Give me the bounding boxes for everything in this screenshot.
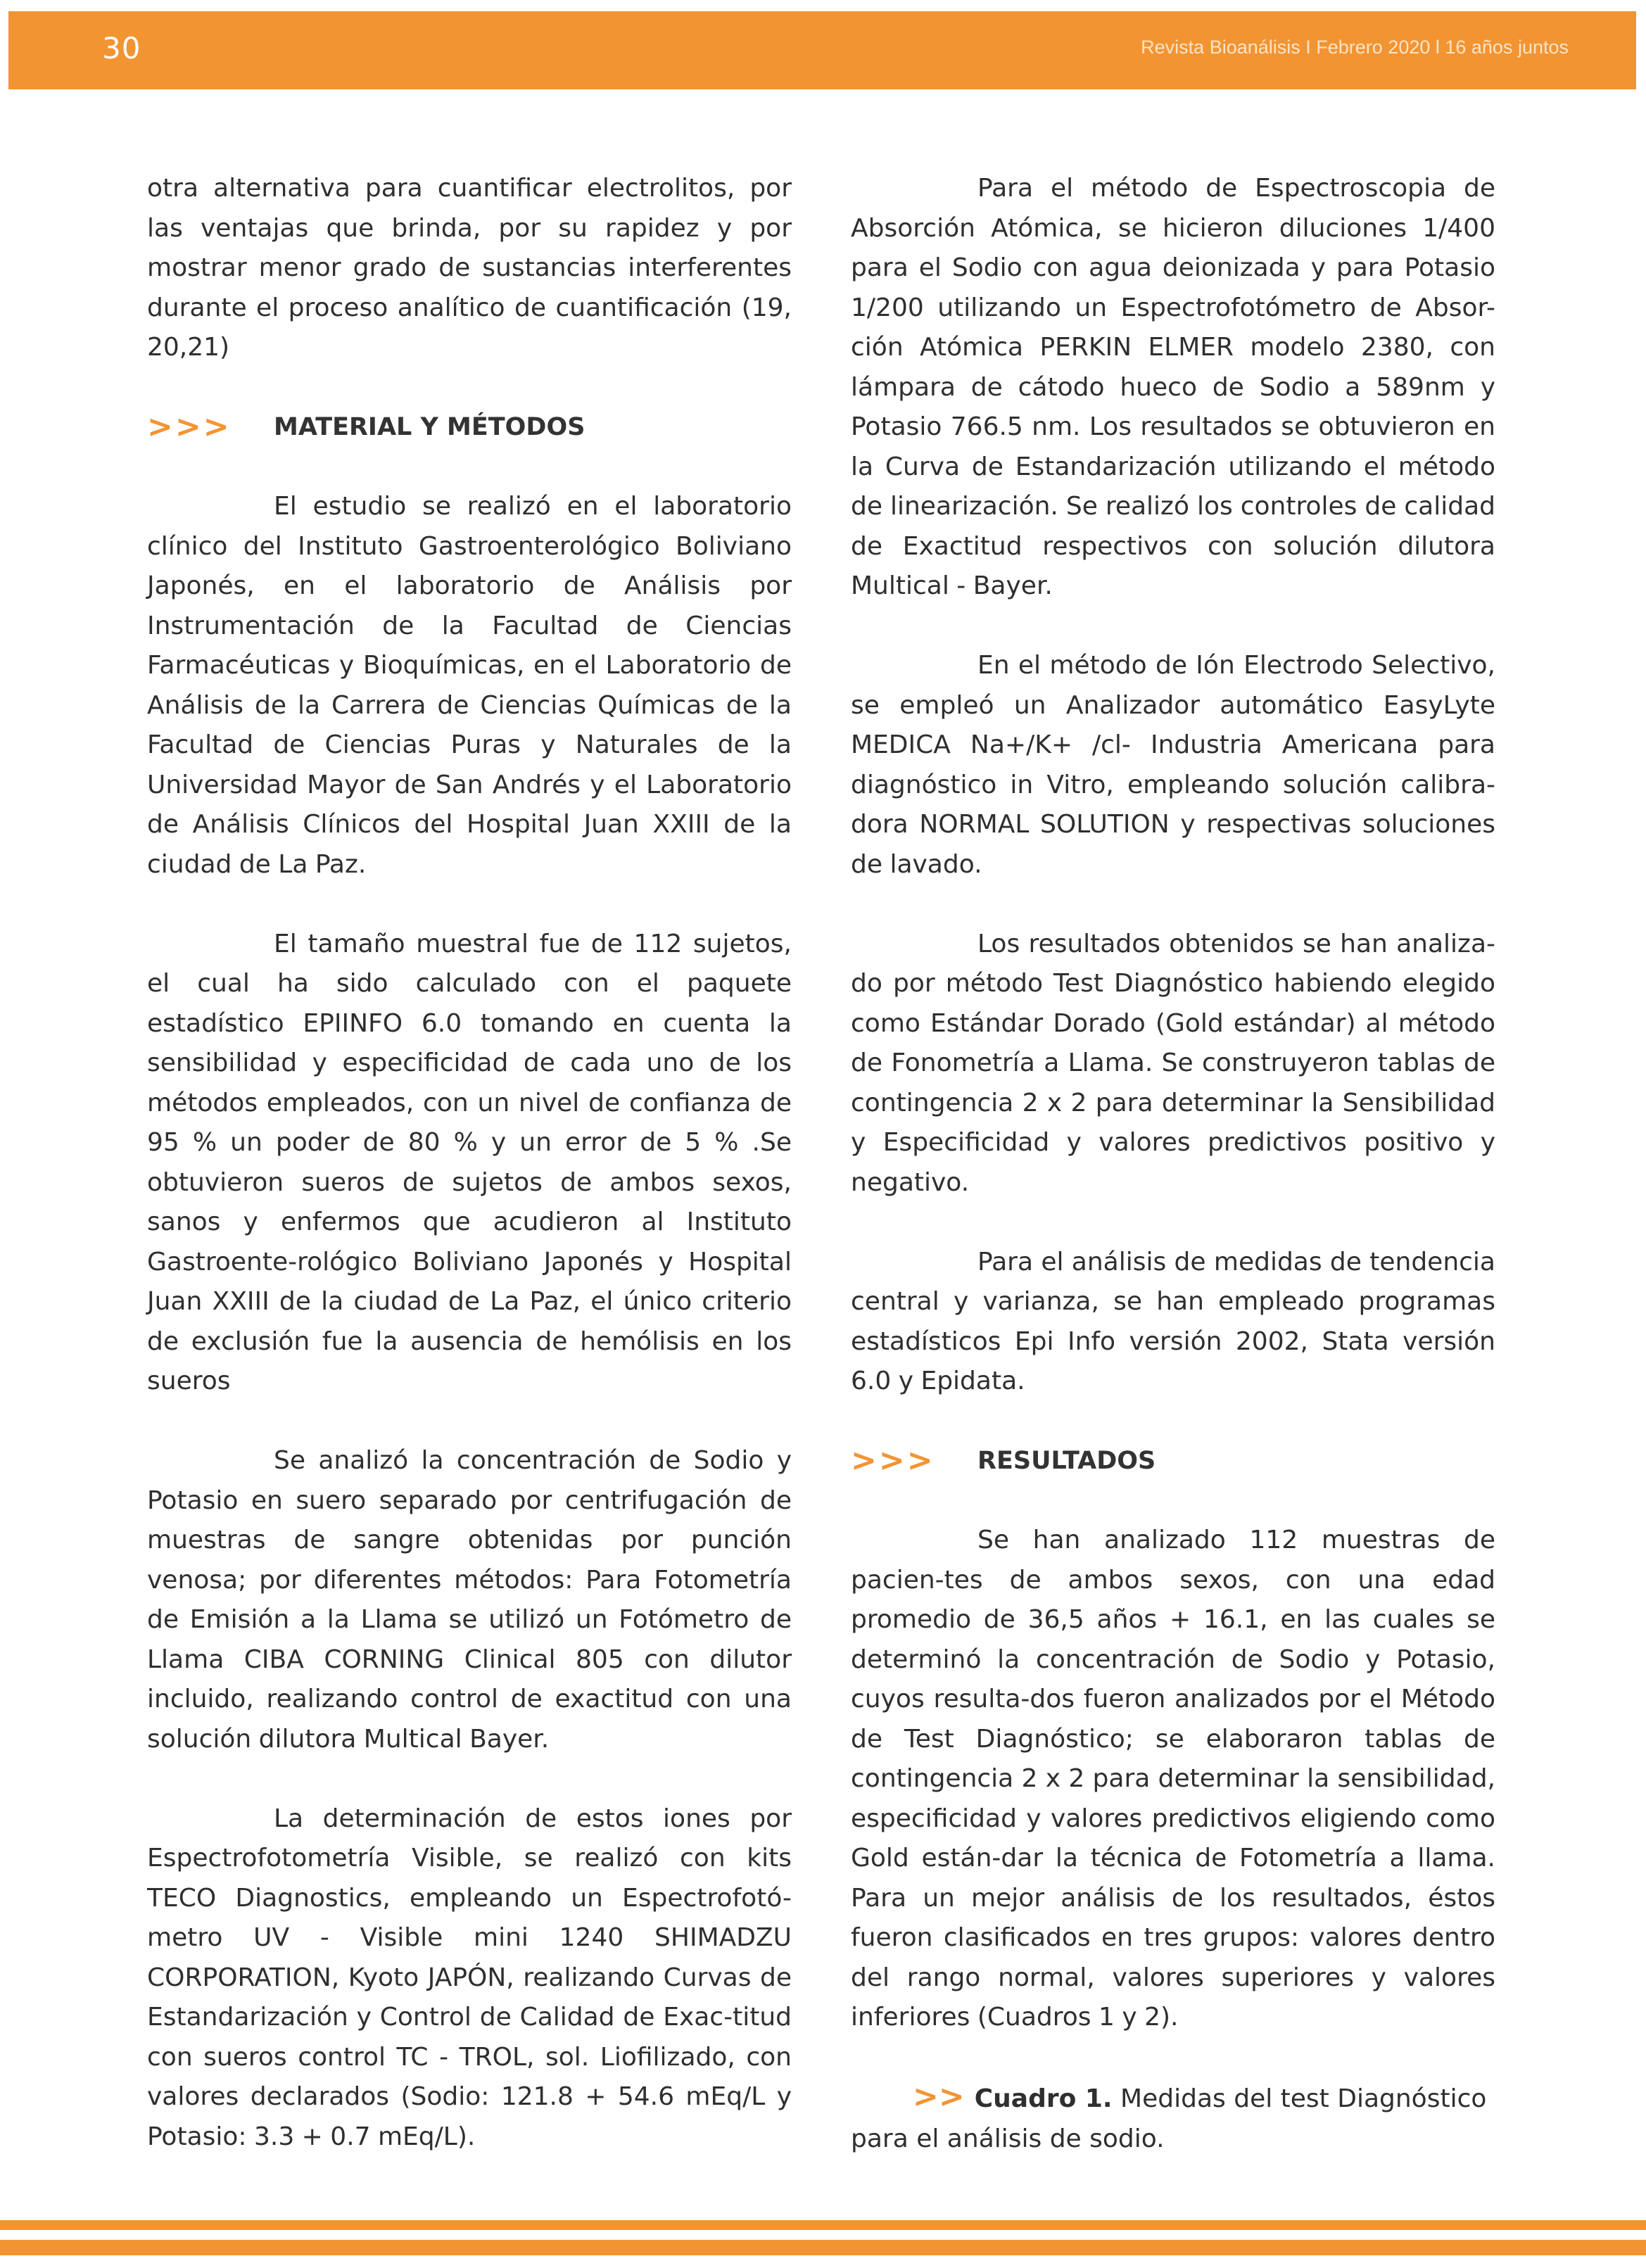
paragraph-determinacion-iones: La determinación de estos iones por Espectrofotometría Visible, se realizó con kits TECO Diagnostics, empleando un Espectrofotó-metro UV - Visible mini 1240 SHIMADZU CORPORATION, Kyoto JAPÓN, realizando Curvas de Estandarización y Control de Calidad de Exac-titud con sueros control TC - TROL, sol. Liofilizado, con valores declarados (Sodio: 121.8 + 54.6 mEq/L y Potasio: 3.3 + 0.7 mEq/L). <box>147 1804 792 2151</box>
paragraph-estudio: El estudio se realizó en el laboratorio clínico del Instituto Gastroenterológico Boliviano Japonés, en el laboratorio de Análisis por Instrumentación de la Facultad de Ciencias Farmacéuticas y Bioquímicas, en el Laboratorio de Análisis de la Carrera de Ciencias Químicas de la Facultad de Ciencias Puras y Naturales de la Universidad Mayor de San Andrés y el Laboratorio de Análisis Clínicos del Hospital Juan XXIII de la ciudad de La Paz. <box>147 492 792 879</box>
chevron-marker-icon: >>> <box>851 1443 935 1478</box>
left-column <box>147 169 792 2197</box>
chevron-marker-icon: >> <box>913 2079 965 2115</box>
section-title: MATERIAL Y MÉTODOS <box>274 413 585 441</box>
paragraph-analisis-sodio-potasio: Se analizó la concentración de Sodio y Potasio en suero separado por centrifugación de muestras de sangre obtenidas por punción venosa; por diferentes métodos: Para Fotometría de Emisión a la Llama se utilizó un Fotómetro de Llama CIBA CORNING Clinical 805 con dilutor incluido, realizando control de exactitud con una solución dilutora Multical Bayer. <box>147 1446 792 1754</box>
paragraph-ion-electrodo: En el método de Ión Electrodo Selectivo, se empleó un Analizador automático EasyLyte MEDICA Na+/K+ /cl- Industria Americana para diagnóstico in Vitro, empleando solución calibra-dora NORMAL SOLUTION y respectivas soluciones de lavado. <box>851 651 1495 879</box>
paragraph-tendencia-central: Para el análisis de medidas de tendencia central y varianza, se han empleado programas estadísticos Epi Info versión 2002, Stata versión 6.0 y Epidata. <box>851 1247 1495 1395</box>
section-heading-material-metodos <box>147 407 792 448</box>
paragraph-espectroscopia: Para el método de Espectroscopia de Absorción Atómica, se hicieron diluciones 1/400 para el Sodio con agua deionizada y para Potasio 1/200 utilizando un Espectrofotómetro de Absor-ción Atómica PERKIN ELMER modelo 2380, con lámpara de cátodo hueco de Sodio a 589nm y Potasio 766.5 nm. Los resultados se obtuvieron en la Curva de Estandarización utilizando el método de linearización. Se realizó los controles de calidad de Exactitud respectivos con solución dilutora Multical - Bayer. <box>851 174 1495 600</box>
footer-rule-thick <box>0 2240 1646 2255</box>
paragraph-tamano-muestral: El tamaño muestral fue de 112 sujetos, el cual ha sido calculado con el paquete estadístico EPIINFO 6.0 tomando en cuenta la sensibilidad y especificidad de cada uno de los métodos empleados, con un nivel de confianza de 95 % un poder de 80 % y un error de 5 % .Se obtuvieron sueros de sujetos de ambos sexos, sanos y enfermos que acudieron al Instituto Gastroente-rológico Boliviano Japonés y Hospital Juan XXIII de la ciudad de La Paz, el único criterio de exclusión fue la ausencia de hemólisis en los sueros <box>147 929 792 1395</box>
footer-rule-thin <box>0 2220 1646 2230</box>
paragraph-resultados: Se han analizado 112 muestras de pacien-tes de ambos sexos, con una edad promedio de 36,5 años + 16.1, en las cuales se determinó la concentración de Sodio y Potasio, cuyos resulta-dos fueron analizados por el Método de Test Diagnóstico; se elaboraron tablas de contingencia 2 x 2 para determinar la sensibilidad, especificidad y valores predictivos eligiendo como Gold están-dar la técnica de Fotometría a llama. Para un mejor análisis de los resultados, éstos fueron clasificados en tres grupos: valores dentro del rango normal, valores superiores y valores inferiores (Cuadros 1 y 2). <box>851 1526 1495 2032</box>
paragraph-resultados-obtenidos: Los resultados obtenidos se han analiza-do por método Test Diagnóstico habiendo elegido como Estándar Dorado (Gold estándar) al método de Fonometría a Llama. Se construyeron tablas de contingencia 2 x 2 para determinar la Sensibilidad y Especificidad y valores predictivos positivo y negativo. <box>851 929 1495 1197</box>
section-title: RESULTADOS <box>977 1447 1156 1475</box>
chevron-marker-icon: >>> <box>147 409 232 445</box>
section-heading-resultados <box>851 1441 1495 1481</box>
running-head: Revista Bioanálisis I Febrero 2020 l 16 años juntos <box>1141 37 1569 58</box>
right-column <box>851 169 1495 2159</box>
table-caption <box>851 2077 1495 2159</box>
caption-text: Medidas del test Diagnóstico para el análisis de sodio. <box>851 2084 1487 2153</box>
caption-label: Cuadro 1. <box>974 2084 1113 2113</box>
page-number: 30 <box>102 31 141 65</box>
paragraph-intro: otra alternativa para cuantificar electrolitos, por las ventajas que brinda, por su rapidez y por mostrar menor grado de sustancias interferentes durante el proceso analítico de cuantificación (19, 20,21) <box>147 174 792 362</box>
